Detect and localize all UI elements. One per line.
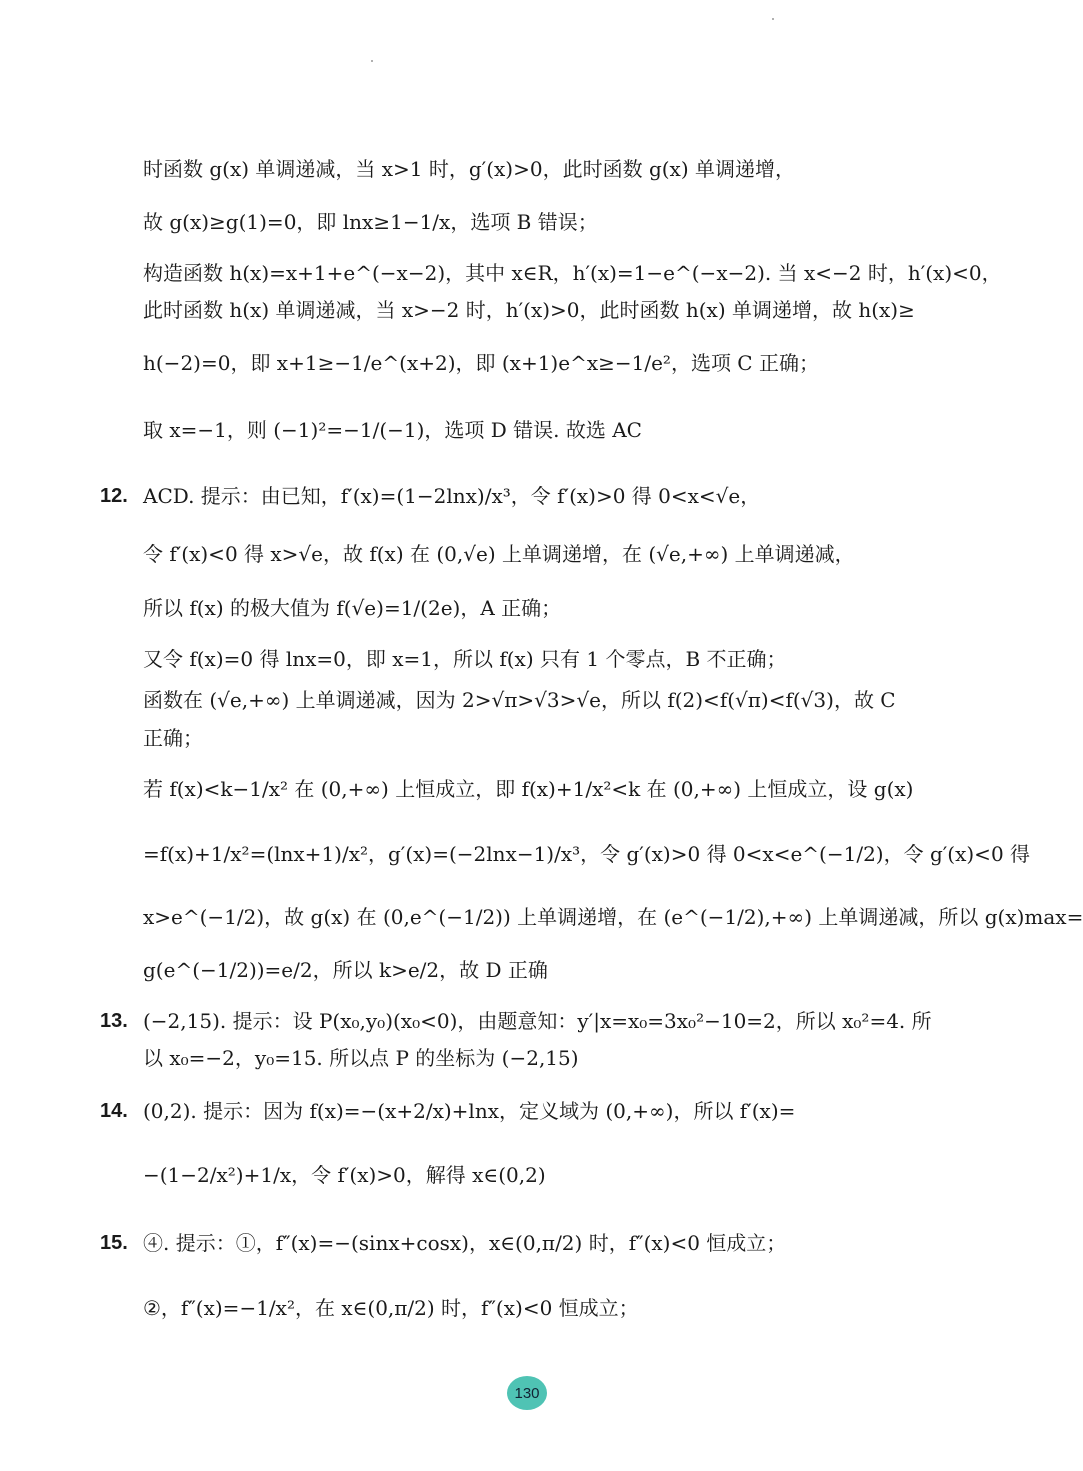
- text-line: 故 g(x)≥g(1)=0，即 lnx≥1−1/x，选项 B 错误；: [143, 210, 598, 234]
- text-line: (0,2). 提示：因为 f(x)=−(x+2/x)+lnx，定义域为 (0,+∞)，所以 f′(x)=: [143, 1099, 796, 1123]
- text-line: 取 x=−1，则 (−1)²=−1/(−1)，选项 D 错误. 故选 AC: [143, 418, 642, 442]
- text-line: 构造函数 h(x)=x+1+e^(−x−2)，其中 x∈R，h′(x)=1−e^(−x−2). 当 x<−2 时，h′(x)<0，: [143, 261, 1002, 285]
- text-line: ④. 提示：①，f″(x)=−(sinx+cosx)，x∈(0,π/2) 时，f″(x)<0 恒成立；: [143, 1231, 787, 1255]
- text-line: 若 f(x)<k−1/x² 在 (0,+∞) 上恒成立，即 f(x)+1/x²<k 在 (0,+∞) 上恒成立，设 g(x): [143, 777, 914, 801]
- text-line: 又令 f(x)=0 得 lnx=0，即 x=1，所以 f(x) 只有 1 个零点，B 不正确；: [143, 647, 787, 671]
- text-line: ②，f″(x)=−1/x²，在 x∈(0,π/2) 时，f″(x)<0 恒成立；: [143, 1296, 639, 1320]
- text-line: 正确；: [143, 726, 203, 750]
- text-line: ACD. 提示：由已知，f′(x)=(1−2lnx)/x³，令 f′(x)>0 得 0<x<√e，: [143, 484, 761, 508]
- text-line: (−2,15). 提示：设 P(x₀,y₀)(x₀<0)，由题意知：y′|x=x₀=3x₀²−10=2，所以 x₀²=4. 所: [143, 1009, 932, 1033]
- text-line: h(−2)=0，即 x+1≥−1/e^(x+2)，即 (x+1)e^x≥−1/e²，选项 C 正确；: [143, 351, 819, 375]
- problem-number: 13.: [100, 1010, 128, 1032]
- text-line: 此时函数 h(x) 单调递减，当 x>−2 时，h′(x)>0，此时函数 h(x) 单调递增，故 h(x)≥: [143, 298, 915, 322]
- scan-speck: [772, 18, 774, 20]
- problem-number: 14.: [100, 1100, 128, 1122]
- text-line: g(e^(−1/2))=e/2，所以 k>e/2，故 D 正确: [143, 958, 548, 982]
- problem-number: 15.: [100, 1232, 128, 1254]
- text-line: 函数在 (√e,+∞) 上单调递减，因为 2>√π>√3>√e，所以 f(2)<f(√π)<f(√3)，故 C: [143, 688, 896, 712]
- text-line: 以 x₀=−2，y₀=15. 所以点 P 的坐标为 (−2,15): [143, 1046, 579, 1070]
- text-line: −(1−2/x²)+1/x，令 f′(x)>0，解得 x∈(0,2): [143, 1163, 546, 1187]
- text-line: 时函数 g(x) 单调递减，当 x>1 时，g′(x)>0，此时函数 g(x) 单调递增，: [143, 157, 795, 181]
- problem-number: 12.: [100, 485, 128, 507]
- text-line: x>e^(−1/2)，故 g(x) 在 (0,e^(−1/2)) 上单调递增，在 (e^(−1/2),+∞) 上单调递减，所以 g(x)max=: [143, 905, 1083, 929]
- page-number-badge: 130: [507, 1376, 547, 1410]
- text-line: 所以 f(x) 的极大值为 f(√e)=1/(2e)，A 正确；: [143, 596, 562, 620]
- text-line: =f(x)+1/x²=(lnx+1)/x²，g′(x)=(−2lnx−1)/x³，令 g′(x)>0 得 0<x<e^(−1/2)，令 g′(x)<0 得: [143, 842, 1031, 866]
- text-line: 令 f′(x)<0 得 x>√e，故 f(x) 在 (0,√e) 上单调递增，在 (√e,+∞) 上单调递减，: [143, 542, 855, 566]
- scan-speck: [371, 60, 373, 62]
